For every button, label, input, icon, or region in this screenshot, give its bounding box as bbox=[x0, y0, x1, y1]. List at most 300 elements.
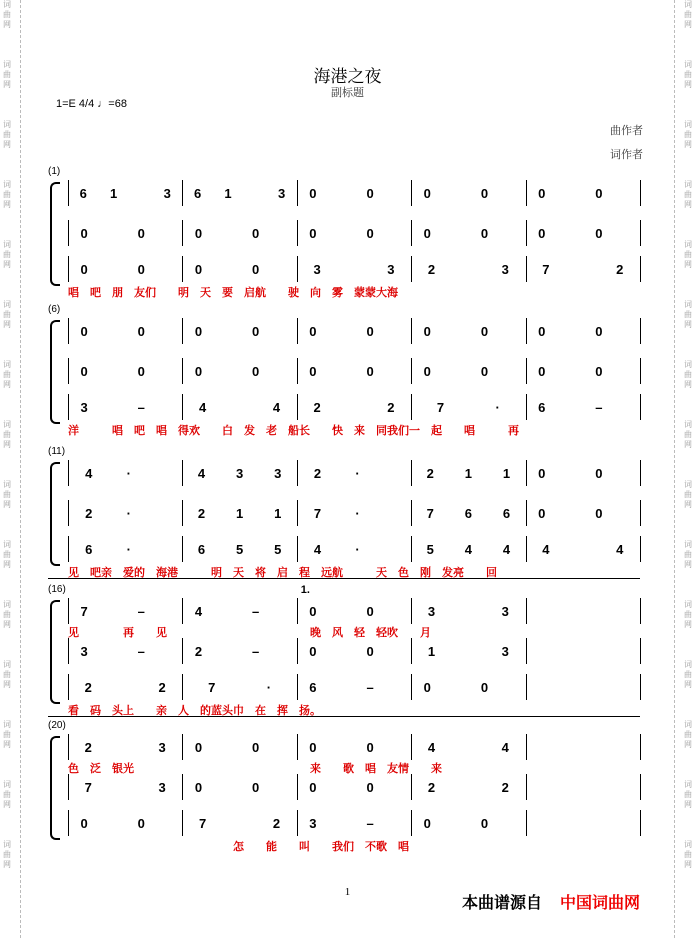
measure bbox=[68, 258, 182, 280]
note: 0 bbox=[538, 363, 546, 379]
measure bbox=[297, 320, 411, 342]
note: 2 bbox=[194, 643, 203, 659]
watermark-char: 词 bbox=[3, 660, 11, 669]
note: 0 bbox=[309, 603, 317, 619]
measure bbox=[182, 222, 296, 244]
watermark-char: 网 bbox=[3, 260, 11, 269]
watermark-char: 词 bbox=[684, 540, 692, 549]
divider-line bbox=[48, 578, 640, 579]
bar-line bbox=[640, 318, 641, 344]
note: 7 bbox=[426, 505, 434, 521]
watermark-char: 网 bbox=[3, 440, 11, 449]
watermark-char: 词 bbox=[3, 420, 11, 429]
note: 0 bbox=[480, 323, 489, 339]
bar-line bbox=[640, 180, 641, 206]
watermark-char: 网 bbox=[684, 740, 692, 749]
note: 0 bbox=[366, 185, 374, 201]
measure bbox=[68, 502, 182, 524]
watermark-char: 曲 bbox=[684, 550, 692, 559]
bar-line bbox=[526, 220, 527, 246]
bar-line bbox=[640, 674, 641, 700]
watermark-char: 网 bbox=[3, 800, 11, 809]
measure bbox=[297, 222, 411, 244]
bar-line bbox=[297, 598, 298, 624]
note: 0 bbox=[595, 363, 603, 379]
note: 0 bbox=[252, 779, 260, 795]
note: 4 bbox=[502, 541, 511, 557]
note: 1 bbox=[274, 505, 282, 521]
note: 0 bbox=[480, 225, 489, 241]
watermark-char: 曲 bbox=[3, 790, 11, 799]
watermark-char: 词 bbox=[3, 540, 11, 549]
measure bbox=[182, 320, 296, 342]
measure bbox=[297, 812, 411, 834]
note: – bbox=[137, 399, 145, 415]
watermark-char: 词 bbox=[3, 240, 11, 249]
bar-line bbox=[640, 394, 641, 420]
measure bbox=[182, 360, 296, 382]
bar-line bbox=[297, 256, 298, 282]
note: 0 bbox=[595, 225, 603, 241]
note: – bbox=[252, 603, 260, 619]
watermark-char: 网 bbox=[3, 320, 11, 329]
note: 2 bbox=[426, 465, 434, 481]
note: – bbox=[137, 603, 145, 619]
note: 0 bbox=[309, 363, 317, 379]
bar-line bbox=[297, 810, 298, 836]
note: 0 bbox=[480, 363, 489, 379]
bar-line bbox=[68, 256, 69, 282]
measure bbox=[182, 812, 296, 834]
watermark-char: 曲 bbox=[3, 490, 11, 499]
note: 3 bbox=[235, 465, 244, 481]
watermark-char: 网 bbox=[3, 380, 11, 389]
note: 0 bbox=[366, 363, 374, 379]
watermark-char: 曲 bbox=[684, 730, 692, 739]
lyrics-line: 见 再 见 晚 风 轻 轻吹 月 bbox=[68, 626, 431, 639]
watermark-char: 网 bbox=[684, 200, 692, 209]
measure bbox=[526, 676, 640, 698]
note: 6 bbox=[309, 679, 317, 695]
measure bbox=[411, 812, 525, 834]
note: · bbox=[495, 399, 500, 415]
bar-line bbox=[68, 180, 69, 206]
note: 3 bbox=[274, 465, 282, 481]
watermark-char: 网 bbox=[684, 20, 692, 29]
system-bracket bbox=[50, 600, 60, 704]
staff-row bbox=[68, 462, 640, 484]
bar-line bbox=[526, 674, 527, 700]
bar-line bbox=[640, 358, 641, 384]
measure bbox=[297, 640, 411, 662]
note: 0 bbox=[366, 603, 374, 619]
note: 0 bbox=[423, 185, 431, 201]
measure bbox=[526, 600, 640, 622]
note: 3 bbox=[158, 779, 166, 795]
note: 0 bbox=[137, 323, 145, 339]
bar-line bbox=[182, 598, 183, 624]
note: 3 bbox=[80, 643, 88, 659]
bar-line bbox=[297, 358, 298, 384]
note: 0 bbox=[252, 739, 260, 755]
bar-line bbox=[68, 358, 69, 384]
watermark-right bbox=[681, 0, 695, 938]
bar-line bbox=[182, 734, 183, 760]
note: – bbox=[252, 643, 260, 659]
watermark-char: 网 bbox=[3, 560, 11, 569]
bar-line bbox=[68, 774, 69, 800]
note: 2 bbox=[84, 739, 92, 755]
staff-row bbox=[68, 222, 640, 244]
system-bracket bbox=[50, 182, 60, 286]
note: 0 bbox=[423, 815, 431, 831]
note: 7 bbox=[313, 505, 322, 521]
note: 0 bbox=[480, 185, 489, 201]
watermark-char: 词 bbox=[684, 180, 692, 189]
bar-line bbox=[68, 734, 69, 760]
bar-line bbox=[526, 180, 527, 206]
bar-line bbox=[411, 774, 412, 800]
note: 7 bbox=[542, 261, 550, 277]
note: – bbox=[137, 643, 145, 659]
staff-row bbox=[68, 502, 640, 524]
score-subtitle: 副标题 bbox=[331, 87, 364, 99]
note: 2 bbox=[313, 399, 321, 415]
bar-line bbox=[640, 500, 641, 526]
note: · bbox=[355, 505, 360, 521]
watermark-char: 网 bbox=[3, 80, 11, 89]
watermark-group bbox=[681, 600, 695, 660]
bar-line bbox=[182, 220, 183, 246]
bar-line bbox=[526, 536, 527, 562]
note: – bbox=[366, 679, 374, 695]
bar-line bbox=[182, 318, 183, 344]
note: 0 bbox=[137, 815, 145, 831]
bar-line bbox=[297, 394, 298, 420]
measure bbox=[182, 776, 296, 798]
note: 0 bbox=[194, 739, 203, 755]
measure bbox=[526, 538, 640, 560]
watermark-char: 网 bbox=[684, 680, 692, 689]
bar-line bbox=[411, 460, 412, 486]
bar-line bbox=[411, 256, 412, 282]
watermark-char: 网 bbox=[3, 20, 11, 29]
measure bbox=[182, 736, 296, 758]
watermark-char: 词 bbox=[684, 780, 692, 789]
note: 1 bbox=[502, 465, 511, 481]
measure bbox=[297, 676, 411, 698]
watermark-char: 词 bbox=[3, 120, 11, 129]
watermark-group bbox=[0, 180, 14, 240]
measure bbox=[182, 502, 296, 524]
watermark-group bbox=[0, 420, 14, 480]
note: 0 bbox=[538, 185, 546, 201]
measure bbox=[526, 360, 640, 382]
bar-line bbox=[640, 734, 641, 760]
bar-line bbox=[411, 674, 412, 700]
staff-row bbox=[68, 182, 640, 204]
bar-line bbox=[297, 674, 298, 700]
watermark-group bbox=[0, 360, 14, 420]
measure bbox=[68, 640, 182, 662]
note: 6 bbox=[197, 541, 206, 557]
watermark-char: 曲 bbox=[684, 850, 692, 859]
note: 3 bbox=[80, 399, 88, 415]
watermark-group bbox=[0, 0, 14, 60]
note: 3 bbox=[277, 185, 286, 201]
system-bracket bbox=[50, 736, 60, 840]
measure bbox=[411, 462, 525, 484]
bar-line bbox=[182, 674, 183, 700]
staff-row bbox=[68, 676, 640, 698]
bar-line bbox=[182, 358, 183, 384]
measure bbox=[526, 736, 640, 758]
staff-row bbox=[68, 320, 640, 342]
staff-row bbox=[68, 258, 640, 280]
note: 4 bbox=[85, 465, 93, 481]
note: 5 bbox=[274, 541, 282, 557]
watermark-group bbox=[681, 120, 695, 180]
watermark-group bbox=[0, 480, 14, 540]
note: 3 bbox=[501, 603, 509, 619]
bar-line bbox=[640, 460, 641, 486]
note: 4 bbox=[501, 739, 509, 755]
note: · bbox=[355, 541, 360, 557]
watermark-char: 曲 bbox=[3, 130, 11, 139]
measure bbox=[526, 502, 640, 524]
score-system bbox=[48, 304, 640, 437]
bar-line bbox=[411, 810, 412, 836]
bar-line bbox=[297, 774, 298, 800]
bar-line bbox=[182, 460, 183, 486]
watermark-char: 词 bbox=[3, 360, 11, 369]
note: 0 bbox=[595, 185, 603, 201]
note: · bbox=[126, 465, 131, 481]
bar-line bbox=[297, 460, 298, 486]
watermark-char: 网 bbox=[684, 140, 692, 149]
measure bbox=[297, 258, 411, 280]
watermark-group bbox=[0, 600, 14, 660]
note: 1 bbox=[235, 505, 244, 521]
lyrics-line: 洋 唱 吧 唱 得欢 白 发 老 船长 快 来 同我们一 起 唱 再 bbox=[68, 424, 519, 437]
watermark-group bbox=[0, 240, 14, 300]
note: 4 bbox=[194, 603, 203, 619]
note: · bbox=[355, 465, 360, 481]
note: 6 bbox=[464, 505, 472, 521]
bar-line bbox=[182, 180, 183, 206]
note: 0 bbox=[423, 225, 431, 241]
bar-line bbox=[411, 500, 412, 526]
watermark-char: 词 bbox=[3, 840, 11, 849]
lyrics-line: 怎 能 叫 我们 不歌 唱 bbox=[68, 840, 409, 853]
note: 4 bbox=[272, 399, 281, 415]
watermark-group bbox=[681, 540, 695, 600]
measure bbox=[297, 736, 411, 758]
staff-row bbox=[68, 776, 640, 798]
source-site: 中国词曲网 bbox=[560, 893, 641, 912]
watermark-char: 词 bbox=[684, 660, 692, 669]
bar-line bbox=[68, 674, 69, 700]
staff-row bbox=[68, 736, 640, 758]
measure bbox=[526, 776, 640, 798]
note: 0 bbox=[423, 363, 431, 379]
bar-line bbox=[640, 774, 641, 800]
note: 0 bbox=[366, 779, 374, 795]
measure bbox=[182, 462, 296, 484]
bar-line bbox=[411, 638, 412, 664]
watermark-char: 网 bbox=[684, 260, 692, 269]
source-credit bbox=[462, 890, 640, 913]
watermark-char: 词 bbox=[684, 0, 692, 9]
watermark-char: 曲 bbox=[3, 250, 11, 259]
system-number: (16) bbox=[48, 584, 66, 595]
watermark-char: 曲 bbox=[3, 70, 11, 79]
watermark-group bbox=[681, 780, 695, 840]
measure bbox=[68, 776, 182, 798]
note: 7 bbox=[199, 815, 207, 831]
score-system bbox=[48, 166, 640, 299]
watermark-char: 曲 bbox=[3, 850, 11, 859]
note: 2 bbox=[387, 399, 395, 415]
note: · bbox=[126, 505, 131, 521]
watermark-char: 网 bbox=[3, 200, 11, 209]
bar-line bbox=[411, 318, 412, 344]
watermark-char: 曲 bbox=[684, 130, 692, 139]
note: 0 bbox=[538, 225, 546, 241]
watermark-char: 曲 bbox=[3, 610, 11, 619]
bar-line bbox=[297, 734, 298, 760]
measure bbox=[411, 222, 525, 244]
watermark-group bbox=[681, 240, 695, 300]
bar-line bbox=[297, 220, 298, 246]
bar-line bbox=[411, 220, 412, 246]
note: 0 bbox=[366, 323, 374, 339]
system-number: (20) bbox=[48, 720, 66, 731]
bar-line bbox=[297, 500, 298, 526]
note: 6 bbox=[193, 185, 202, 201]
score-system bbox=[48, 720, 640, 853]
page-border-left bbox=[20, 0, 21, 938]
watermark-char: 词 bbox=[684, 240, 692, 249]
bar-line bbox=[297, 638, 298, 664]
watermark-char: 词 bbox=[684, 120, 692, 129]
composer: 曲作者 bbox=[610, 125, 643, 137]
bar-line bbox=[526, 500, 527, 526]
note: 0 bbox=[252, 323, 260, 339]
note: 0 bbox=[194, 225, 203, 241]
watermark-char: 曲 bbox=[3, 730, 11, 739]
measure bbox=[297, 600, 411, 622]
bar-line bbox=[68, 460, 69, 486]
bar-line bbox=[68, 536, 69, 562]
measure bbox=[526, 462, 640, 484]
watermark-char: 曲 bbox=[684, 250, 692, 259]
note: 2 bbox=[427, 261, 436, 277]
note: 0 bbox=[194, 363, 203, 379]
measure bbox=[526, 640, 640, 662]
bar-line bbox=[411, 536, 412, 562]
note: 3 bbox=[427, 603, 436, 619]
bar-line bbox=[526, 318, 527, 344]
note: 1 bbox=[464, 465, 472, 481]
measure bbox=[297, 776, 411, 798]
note: 2 bbox=[313, 465, 322, 481]
watermark-group bbox=[0, 720, 14, 780]
lyrics-line: 唱 吧 朋 友们 明 天 要 启航 驶 向 雾 蒙蒙大海 bbox=[68, 286, 398, 299]
system-number: (11) bbox=[48, 446, 66, 457]
note: 2 bbox=[501, 779, 509, 795]
note: 6 bbox=[79, 185, 87, 201]
note: 0 bbox=[538, 323, 546, 339]
bar-line bbox=[68, 220, 69, 246]
watermark-char: 词 bbox=[684, 420, 692, 429]
measure bbox=[68, 538, 182, 560]
note: 3 bbox=[158, 739, 166, 755]
watermark-char: 词 bbox=[3, 600, 11, 609]
bar-line bbox=[640, 638, 641, 664]
staff-row bbox=[68, 640, 640, 662]
note: 0 bbox=[309, 323, 317, 339]
note: 0 bbox=[480, 679, 489, 695]
score-system bbox=[48, 446, 640, 579]
bar-line bbox=[182, 774, 183, 800]
note: 4 bbox=[313, 541, 322, 557]
measure bbox=[297, 182, 411, 204]
note: 4 bbox=[199, 399, 207, 415]
bar-line bbox=[526, 256, 527, 282]
measure bbox=[411, 640, 525, 662]
note: 1 bbox=[427, 643, 436, 659]
watermark-char: 网 bbox=[684, 500, 692, 509]
watermark-char: 网 bbox=[3, 620, 11, 629]
note: 0 bbox=[538, 505, 546, 521]
watermark-char: 词 bbox=[684, 300, 692, 309]
measure bbox=[411, 736, 525, 758]
note: 0 bbox=[309, 185, 317, 201]
note: – bbox=[595, 399, 603, 415]
watermark-char: 词 bbox=[3, 480, 11, 489]
measure bbox=[297, 538, 411, 560]
measure bbox=[68, 396, 182, 418]
note: 0 bbox=[309, 225, 317, 241]
staff-row bbox=[68, 360, 640, 382]
bar-line bbox=[640, 220, 641, 246]
measure bbox=[68, 360, 182, 382]
bar-line bbox=[182, 536, 183, 562]
note: 0 bbox=[309, 643, 317, 659]
watermark-char: 曲 bbox=[3, 430, 11, 439]
note: 3 bbox=[163, 185, 171, 201]
volta-bracket: 1. bbox=[300, 584, 310, 596]
note: 0 bbox=[194, 779, 203, 795]
watermark-group bbox=[681, 720, 695, 780]
bar-line bbox=[182, 638, 183, 664]
measure bbox=[526, 182, 640, 204]
bar-line bbox=[68, 318, 69, 344]
bar-line bbox=[526, 598, 527, 624]
note: 0 bbox=[194, 261, 203, 277]
bar-line bbox=[182, 394, 183, 420]
watermark-char: 词 bbox=[3, 780, 11, 789]
staff-row bbox=[68, 396, 640, 418]
watermark-char: 词 bbox=[684, 720, 692, 729]
bar-line bbox=[526, 734, 527, 760]
note: 1 bbox=[224, 185, 232, 201]
watermark-char: 曲 bbox=[3, 670, 11, 679]
system-number: (6) bbox=[48, 304, 61, 315]
score-title: 海港之夜 bbox=[313, 67, 382, 86]
bar-line bbox=[297, 180, 298, 206]
